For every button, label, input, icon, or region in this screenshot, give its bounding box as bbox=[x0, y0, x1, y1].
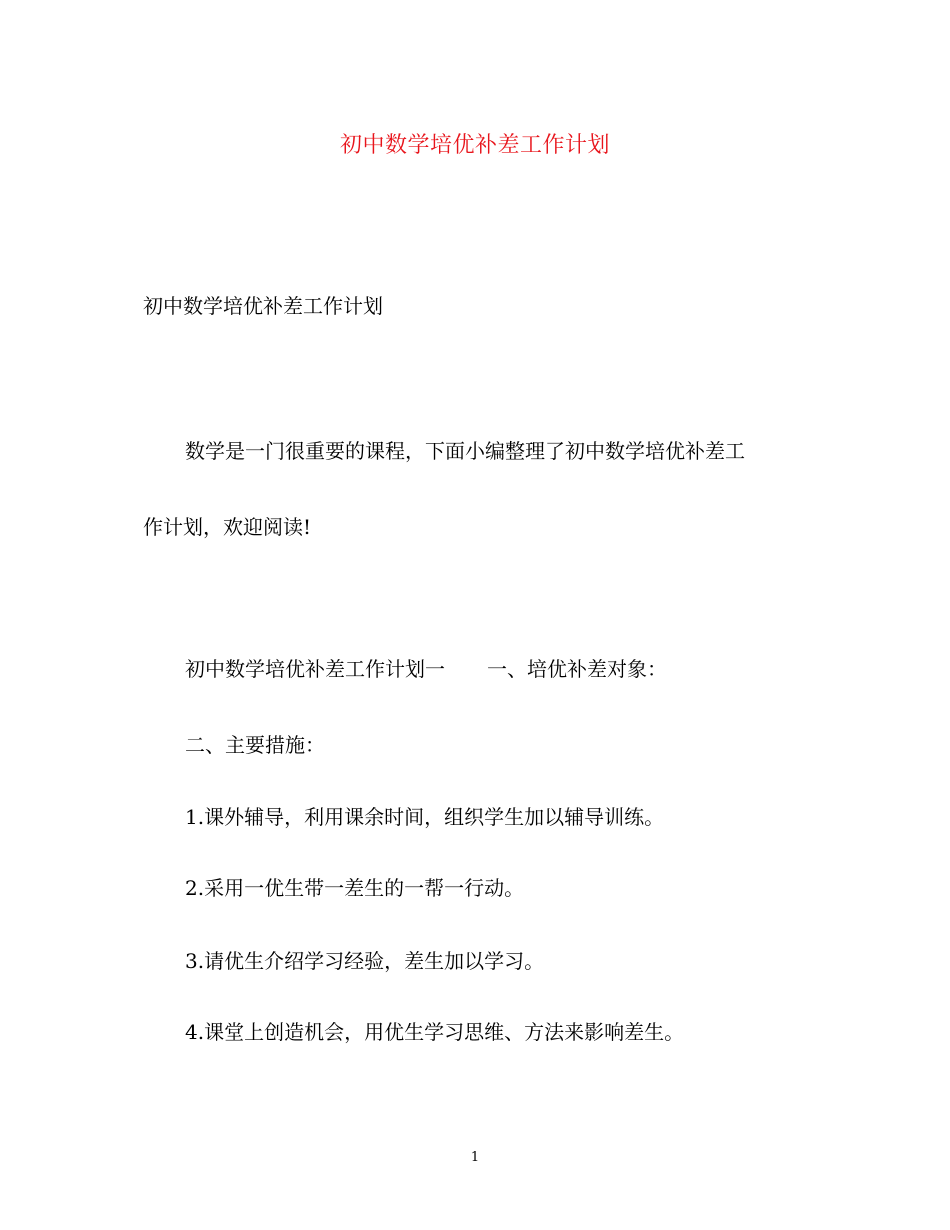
document-title: 初中数学培优补差工作计划 bbox=[339, 133, 610, 158]
measure-item-3: 3.请优生介绍学习经验，差生加以学习。 bbox=[185, 949, 545, 973]
measure-item-1: 1.课外辅导，利用课余时间，组织学生加以辅导训练。 bbox=[185, 805, 665, 829]
document-subtitle: 初中数学培优补差工作计划 bbox=[143, 294, 383, 318]
plan-heading-row bbox=[185, 655, 667, 683]
measure-item-4: 4.课堂上创造机会，用优生学习思维、方法来影响差生。 bbox=[185, 1020, 685, 1044]
plan-heading: 初中数学培优补差工作计划一 bbox=[185, 657, 445, 681]
intro-line-2: 作计划，欢迎阅读! bbox=[143, 515, 312, 539]
section-two-heading: 二、主要措施： bbox=[185, 733, 325, 757]
measure-item-2: 2.采用一优生带一差生的一帮一行动。 bbox=[185, 876, 525, 900]
section-one-heading: 一、培优补差对象： bbox=[487, 657, 667, 681]
intro-line-1: 数学是一门很重要的课程，下面小编整理了初中数学培优补差工 bbox=[185, 439, 745, 463]
page-number: 1 bbox=[470, 1150, 480, 1165]
